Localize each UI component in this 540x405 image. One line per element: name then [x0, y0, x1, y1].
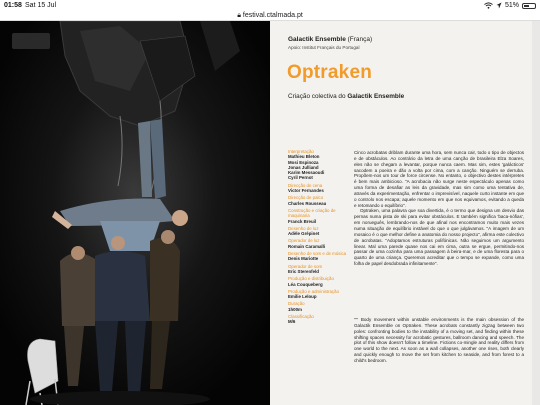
credits-list: [288, 149, 350, 327]
quote-mark: "": [354, 317, 359, 322]
credit-role: Duração: [288, 301, 305, 307]
body-paragraph-1: Cinco acrobatas driblam durante uma hora, sem nunca cair, todo o tipo de objectos e de obstáculos. Ao contrário da letra de uma canção de brasileira Elza Soares, eles não se chegam a levantar, porque nunca caem. Mas sim, estes 'galácticos' sacodem a poeira e dão a volta por cima, com a canção. Ninguém se derruba. Propõem-nos um tour de force circense. No entanto, o objectivo destes intérpretes é bem mais ambicioso. "A acrobacia não surge neste espectáculo apenas como uma forma de desafiar as leis da gravidade, mas sim como uma tentativa de, através da experimentação, enfrentar o imprevisível, naquele curto instante em que o controlo nos escapa; aquele momento em que nos equivamos, evitando a queda e retomando o equilíbrio".: [354, 150, 524, 208]
wifi-icon: [484, 2, 493, 9]
support-line: Apoio: Institut Français du Portugal: [288, 45, 360, 50]
credit-name: Charles Rousseau: [288, 200, 327, 206]
credit-role: Interpretação: [288, 149, 314, 154]
credit-name: Victor Fernandes: [288, 188, 324, 194]
credit-role: Classificação: [288, 314, 314, 320]
photo-tag-box: [12, 33, 50, 49]
photo-illustration: [0, 21, 270, 405]
battery-percent: 51%: [504, 2, 519, 9]
battery-fill: [524, 5, 529, 7]
status-bar: [0, 0, 540, 11]
credit-role: Operador de luz: [288, 238, 320, 244]
ensemble-line: [288, 36, 372, 43]
credit-role: Desenho de som e de música: [288, 251, 347, 257]
performance-photo: [0, 21, 270, 405]
ensemble-country: (França): [345, 36, 373, 43]
status-indicators: [484, 0, 536, 11]
credit-name: Emilie Leloup: [288, 294, 317, 300]
english-summary-text: Body movement within unstable environments is the main obsession of the Galactik Ensemble on Optraken. These acrobats constantly zigzag between two poles: confronting bodies to the instability of a moving set, and finding within these shifting spaces necessity for acrobatic gestures, ballroom dancing and speech. The plot of this show doesn't follow a timeline. Fictions co-mingle and reality differs from one world to the next. As soon as a wall collapses, another one rises, both clearly and quickly enough to move the set from kitchen to seaside, and from forest to a child's bedroom.: [354, 317, 524, 363]
credit-name: M/6: [288, 319, 296, 325]
subtitle-prefix: Criação colectiva do: [288, 93, 348, 100]
credit-role: Operador de som: [288, 263, 323, 269]
credit-name: Mosi Espinoza: [288, 159, 319, 165]
english-summary: [354, 317, 524, 364]
credit-role: Desenho de luz: [288, 225, 319, 231]
program-page: [270, 21, 532, 405]
credit-name: Denis Mariotte: [288, 256, 319, 262]
credit-name: Jonas Julliand: [288, 164, 319, 170]
ensemble-name: Galactik Ensemble: [288, 36, 346, 43]
body-text: [354, 150, 524, 267]
status-date: Sat 15 Jul: [25, 2, 57, 9]
battery-icon: [522, 3, 536, 9]
page-subtitle: [288, 93, 404, 100]
credit-name: Romain Caramalli: [288, 243, 326, 249]
credit-role: Construção e criação de maquinaria: [288, 207, 336, 219]
credit-name: Karim Messaoudi: [288, 170, 325, 176]
status-time: 01:58: [4, 2, 22, 9]
page-title: Optraken: [287, 62, 373, 83]
address-bar[interactable]: [0, 11, 540, 21]
credit-name: Mathieu Bleton: [288, 154, 320, 160]
credit-name: 1h00m: [288, 306, 302, 312]
url-display[interactable]: [0, 11, 540, 20]
lock-icon: 🔒︎: [237, 12, 241, 19]
credit-name: Eric Sterenfeld: [288, 268, 319, 274]
credit-name: Adèle Grépinet: [288, 231, 320, 237]
credit-name: Cyril Pernot: [288, 175, 313, 181]
credit-name: Léa Couqueberg: [288, 281, 323, 287]
credit-role: Produção e distribuição: [288, 276, 334, 282]
credit-role: Direcção de cena: [288, 182, 323, 188]
body-paragraph-2: Optraken, uma palavra que soa divertida, é o termo que designa um desvio das pernas numa pista de ski para evitar obstáculos. E também significa 'baca-nófias', em norueguês, lembrando-nos de que afinal nos encontramos muito mais vezes numa situação de equilíbrio instável do que o que julgávamos. "A imagem de um mosaico é o que melhor define a anatomia do nosso projecto", afirma este colectivo de acrobatas. "Adoptamos estruturas polifónicas. Não seguimos um argumento linear. Mal uma parede quase nos cai em cima, outra se ergue, permitindo-nos passar de uma cozinha para uma passagem à beira-mar, e de uma floresta para o quarto de uma criança. Queremos acreditar que o tempo se expande, como uma folha de papel desdobrada infinitamente".: [354, 208, 524, 267]
credit-role: Direcção de palco: [288, 195, 324, 201]
location-icon: [496, 2, 502, 9]
page-edge: [532, 21, 540, 405]
url-text: festival.ctalmada.pt: [242, 12, 303, 19]
credit-role: Produção e administração: [288, 288, 340, 294]
subtitle-ensemble: Galactik Ensemble: [347, 93, 405, 100]
credit-name: Franck Breuil: [288, 218, 317, 224]
credit-spacer: [288, 325, 350, 327]
